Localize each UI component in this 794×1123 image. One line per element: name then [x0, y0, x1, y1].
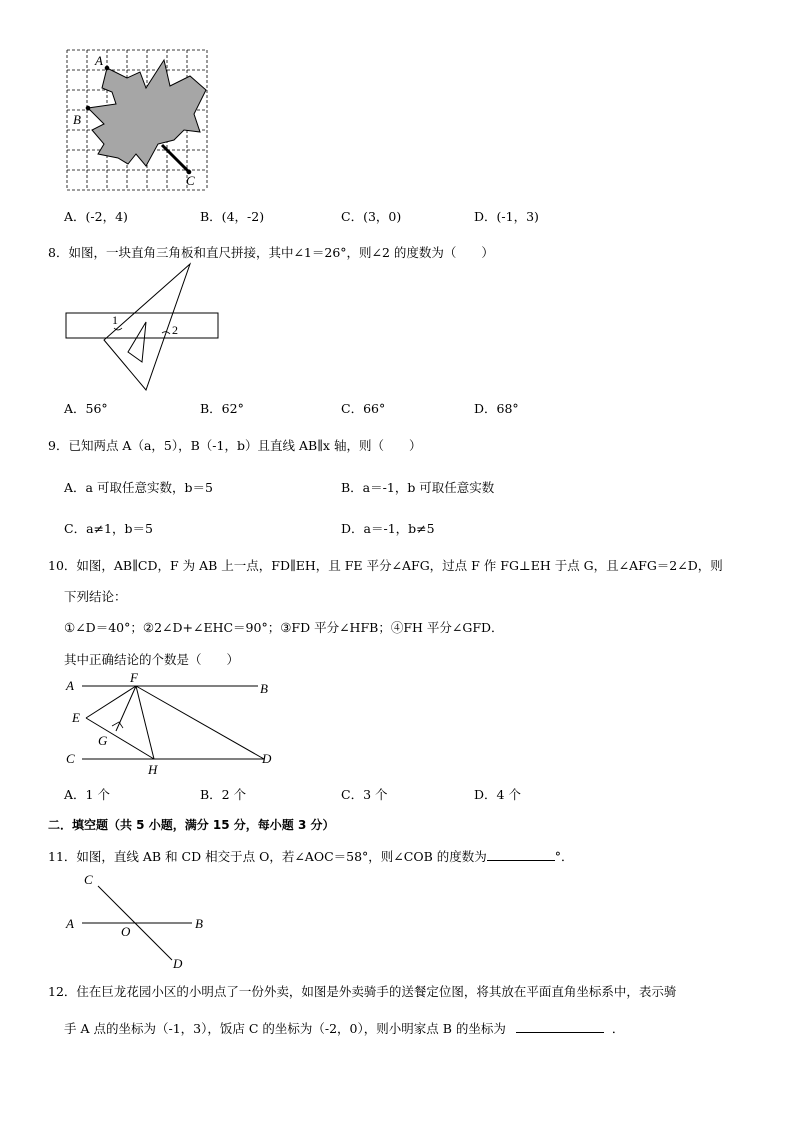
q7-option-a[interactable]: A．(-2，4) [64, 209, 128, 224]
q9-option-a[interactable]: A．a 可取任意实数，b＝5 [64, 480, 213, 495]
q12-stem-line1: 12．住在巨龙花园小区的小明点了一份外卖，如图是外卖骑手的送餐定位图，将其放在平面直角坐标系中，表示骑 [48, 984, 677, 999]
q8-option-c[interactable]: C．66° [341, 401, 386, 416]
q10-option-c[interactable]: C．3 个 [341, 787, 388, 802]
section-2-heading: 二．填空题（共 5 小题，满分 15 分，每小题 3 分） [48, 818, 335, 832]
q11-stem-end: °． [554, 849, 574, 864]
q8-angle-1-label: 1 [112, 313, 118, 327]
q12-answer-blank[interactable] [516, 1020, 604, 1033]
q10-label-D: D [262, 751, 272, 766]
q7-label-C: C [186, 173, 195, 188]
q11-label-O: O [121, 924, 131, 939]
q11-stem [48, 847, 574, 865]
q7-option-d[interactable]: D．(-1，3) [474, 209, 539, 224]
q8-angle-2-label: 2 [172, 323, 178, 337]
q8-option-a[interactable]: A．56° [64, 401, 108, 416]
q10-label-C: C [66, 751, 75, 766]
q10-stem-line1: 10．如图，AB∥CD，F 为 AB 上一点，FD∥EH，且 FE 平分∠AFG，过点 F 作 FG⊥EH 于点 G，且∠AFG＝2∠D，则 [48, 558, 723, 573]
q10-label-A: A [66, 678, 74, 693]
q12-stem-line2 [64, 1019, 624, 1037]
q11-label-B: B [195, 916, 203, 931]
q8-stem: 8．如图，一块直角三角板和直尺拼接，其中∠1＝26°，则∠2 的度数为（ ） [48, 245, 494, 260]
q8-option-b[interactable]: B．62° [200, 401, 244, 416]
q10-option-d[interactable]: D．4 个 [474, 787, 521, 802]
q9-option-b[interactable]: B．a＝-1，b 可取任意实数 [341, 480, 495, 495]
q10-option-a[interactable]: A．1 个 [64, 787, 110, 802]
q10-stem-line2: 下列结论： [64, 589, 127, 604]
q9-option-d[interactable]: D．a＝-1，b≠5 [341, 521, 435, 536]
q12-stem-text: 手 A 点的坐标为（-1，3），饭店 C 的坐标为（-2，0），则小明家点 B 的坐标为 [64, 1021, 506, 1036]
q10-label-H: H [148, 762, 158, 777]
q7-option-c[interactable]: C．(3，0) [341, 209, 402, 224]
q8-option-d[interactable]: D．68° [474, 401, 519, 416]
q10-label-F: F [130, 670, 138, 685]
q7-option-b[interactable]: B．(4，-2) [200, 209, 265, 224]
q10-parallel-lines-figure [62, 670, 280, 780]
q9-option-c[interactable]: C．a≠1，b＝5 [64, 521, 153, 536]
q7-maple-leaf-figure [62, 48, 214, 194]
q7-label-A: A [95, 53, 103, 68]
q9-stem: 9．已知两点 A（a，5），B（-1，b）且直线 AB∥x 轴，则（ ） [48, 438, 422, 453]
q11-intersecting-lines-figure [62, 870, 212, 974]
q11-stem-text: 11．如图，直线 AB 和 CD 相交于点 O，若∠AOC＝58°，则∠COB 的度数为 [48, 849, 487, 864]
q10-label-E: E [72, 710, 80, 725]
q10-option-b[interactable]: B．2 个 [200, 787, 247, 802]
q11-label-D: D [173, 956, 183, 971]
q8-triangle-ruler-figure [62, 262, 224, 394]
q11-label-C: C [84, 872, 93, 887]
q7-label-B: B [73, 112, 81, 127]
q10-conclusions: ①∠D＝40°；②2∠D+∠EHC＝90°；③FD 平分∠HFB；④FH 平分∠GFD． [64, 620, 504, 635]
q12-stem-end: ． [611, 1021, 625, 1036]
q10-question: 其中正确结论的个数是（ ） [64, 652, 240, 667]
q11-answer-blank[interactable] [487, 848, 555, 861]
q10-label-G: G [98, 733, 108, 748]
q11-label-A: A [66, 916, 74, 931]
q10-label-B: B [260, 681, 268, 696]
